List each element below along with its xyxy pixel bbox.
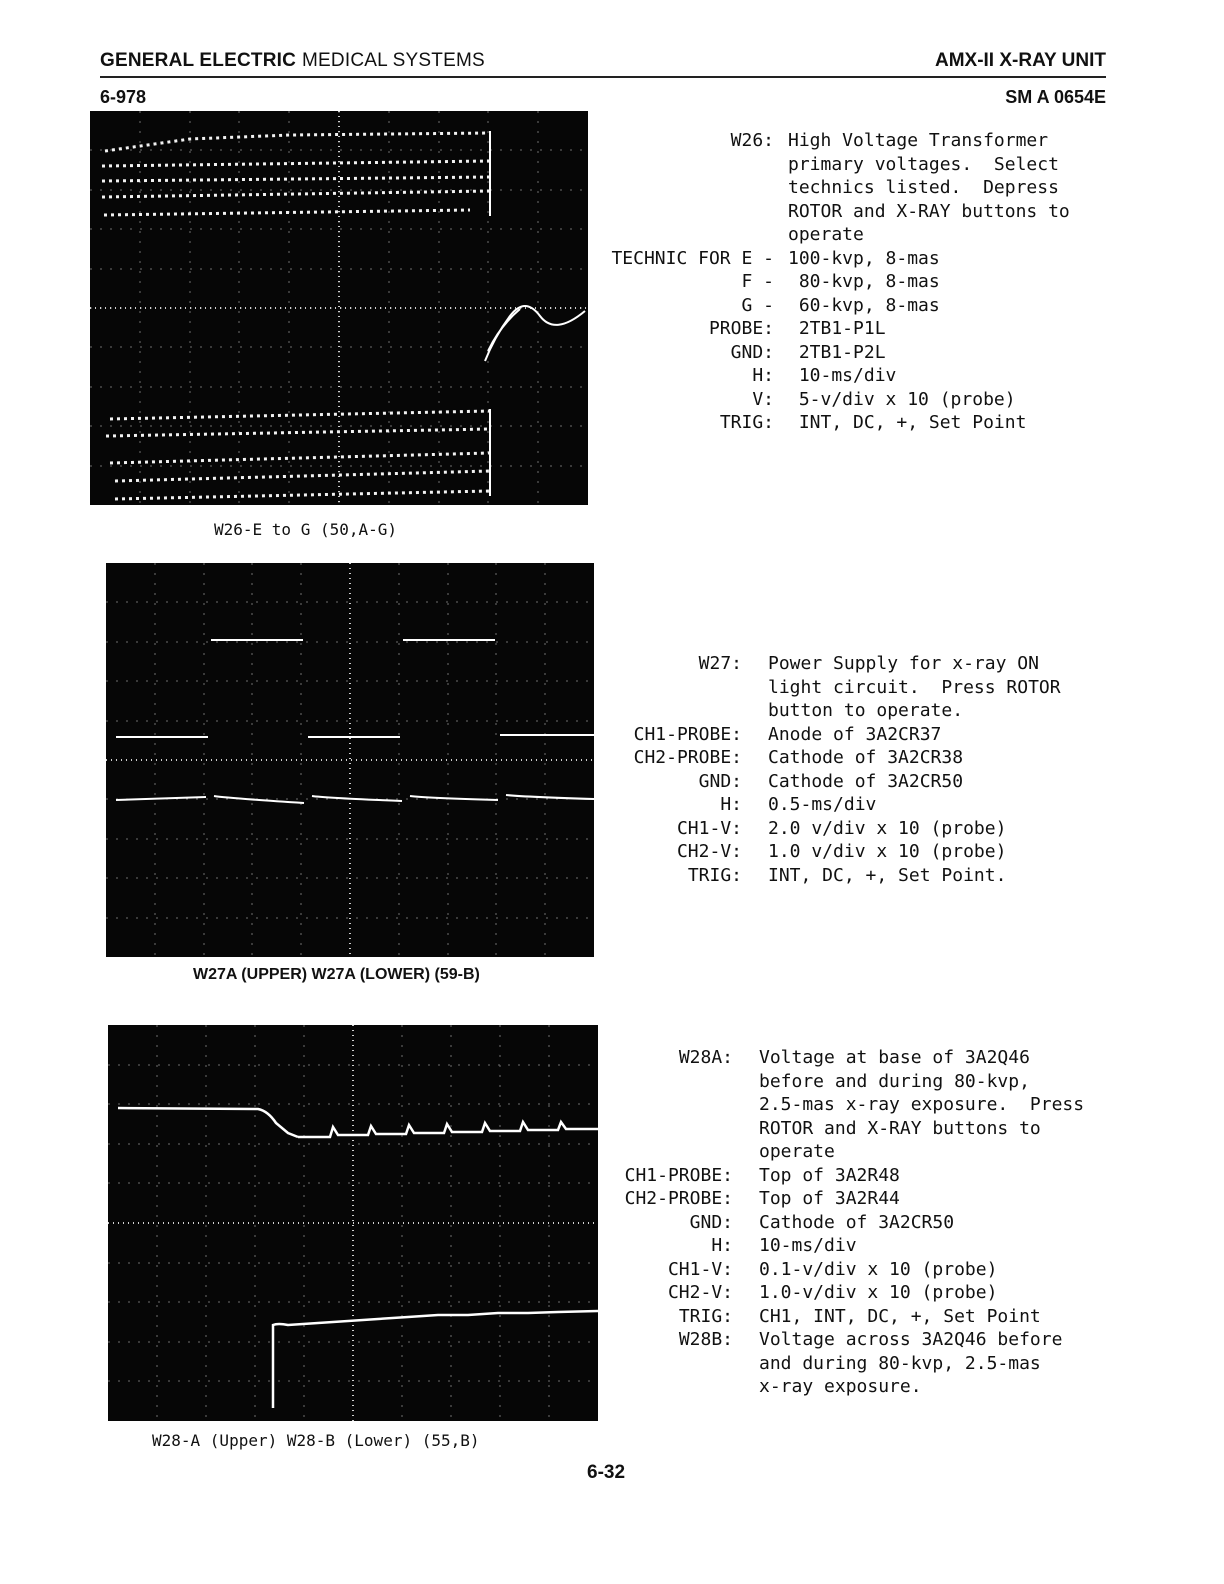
spec-label: TECHNIC FOR E - [611,247,774,269]
spec-label [622,699,742,723]
spec-label: GND: [689,1211,733,1233]
spec-row [622,864,1061,888]
spec-row [613,1328,1084,1352]
spec-label: CH2-PROBE: [633,747,742,768]
spec-value: 2TB1-P2L [788,341,886,363]
spec-label: CH1-PROBE: [624,1164,733,1186]
division: MEDICAL SYSTEMS [302,50,485,71]
spec-value: light circuit. Press ROTOR [768,676,1061,698]
spec-value: operate [788,224,864,245]
spec-row [594,341,1070,365]
spec-label: H: [711,1235,733,1256]
spec-value: INT, DC, +, Set Point [788,412,1027,433]
spec-block-w26 [594,129,1070,435]
spec-row [622,652,1061,676]
spec-value: Cathode of 3A2CR50 [768,770,964,792]
spec-row [594,364,1070,388]
spec-value: CH1, INT, DC, +, Set Point [759,1305,1041,1327]
spec-label: W28A: [678,1047,733,1068]
spec-label [613,1375,733,1399]
spec-value: 1.0-v/div x 10 (probe) [759,1282,998,1303]
spec-value: Top of 3A2R48 [759,1164,900,1186]
spec-label: CH2-V: [676,841,742,862]
spec-label: PROBE: [708,318,774,339]
doc-number: SM A 0654E [1005,87,1106,107]
spec-value: Top of 3A2R44 [759,1188,900,1209]
spec-label [613,1117,733,1141]
spec-label: H: [720,794,742,815]
product-name: AMX-II X-RAY UNIT [934,50,1106,71]
spec-label [613,1140,733,1164]
spec-label: CH1-PROBE: [633,723,742,745]
oscilloscope-photo-w26 [90,111,588,505]
spec-row [622,746,1061,770]
spec-label: H: [752,365,774,386]
spec-value: ROTOR and X-RAY buttons to [788,200,1070,222]
spec-label [613,1070,733,1094]
spec-value: Power Supply for x-ray ON [768,653,1039,674]
oscilloscope-photo-w27 [106,563,594,957]
spec-label: F - [741,271,774,292]
spec-row [594,388,1070,412]
spec-value: 10-ms/div [788,365,897,386]
spec-value: 80-kvp, 8-mas [788,271,940,292]
spec-label: GND: [730,341,774,363]
spec-label: W28B: [678,1329,733,1350]
spec-value: Voltage across 3A2Q46 before [759,1329,1063,1350]
spec-row [613,1140,1084,1164]
spec-label: CH1-V: [667,1258,733,1280]
figure-caption-w26: W26-E to G (50,A-G) [214,520,398,539]
spec-value: button to operate. [768,700,964,721]
doc-date: 6-978 [100,87,147,107]
spec-label [594,153,774,177]
spec-value: Cathode of 3A2CR38 [768,747,964,768]
spec-row [613,1281,1084,1305]
spec-label: GND: [698,770,742,792]
spec-label: TRIG: [719,412,774,433]
spec-row [594,129,1070,153]
page-number: 6-32 [587,1462,626,1483]
spec-row [594,247,1070,271]
spec-label: TRIG: [678,1305,733,1327]
spec-value: High Voltage Transformer [788,130,1049,151]
spec-label [594,176,774,200]
spec-label: G - [741,294,774,316]
spec-row [622,676,1061,700]
header-rule [100,76,1106,78]
spec-label [594,223,774,247]
spec-value: Cathode of 3A2CR50 [759,1211,955,1233]
spec-value: 0.5-ms/div [768,794,877,815]
spec-block-w28 [613,1046,1084,1399]
figure-caption-w28: W28-A (Upper) W28-B (Lower) (55,B) [152,1431,480,1450]
company-name [100,50,485,72]
spec-value: primary voltages. Select [788,153,1059,175]
spec-label [613,1093,733,1117]
spec-row [622,723,1061,747]
spec-row [613,1046,1084,1070]
spec-label: W26: [730,130,774,151]
spec-row [613,1187,1084,1211]
spec-row [594,200,1070,224]
spec-label: TRIG: [687,864,742,886]
spec-row [594,153,1070,177]
oscilloscope-photo-w28 [108,1025,598,1421]
spec-row [613,1070,1084,1094]
company: GENERAL ELECTRIC [100,50,297,71]
spec-value: 2.0 v/div x 10 (probe) [768,817,1007,839]
spec-row [622,699,1061,723]
spec-row [594,294,1070,318]
spec-label: CH2-PROBE: [624,1188,733,1209]
spec-row [613,1093,1084,1117]
spec-block-w27 [622,652,1061,887]
spec-row [622,817,1061,841]
spec-value: 2TB1-P1L [788,318,886,339]
spec-label [613,1352,733,1376]
spec-row [594,176,1070,200]
spec-row [594,411,1070,435]
spec-label: W27: [698,653,742,674]
spec-row [622,840,1061,864]
spec-value: technics listed. Depress [788,177,1059,198]
spec-label: V: [752,388,774,410]
spec-value: Anode of 3A2CR37 [768,723,942,745]
spec-label: CH1-V: [676,817,742,839]
figure-caption-w27: W27A (UPPER) W27A (LOWER) (59-B) [193,966,480,983]
spec-value: 60-kvp, 8-mas [788,294,940,316]
spec-value: and during 80-kvp, 2.5-mas [759,1352,1041,1374]
spec-value: 100-kvp, 8-mas [788,247,940,269]
spec-value: 5-v/div x 10 (probe) [788,388,1016,410]
spec-value: operate [759,1141,835,1162]
spec-row [594,317,1070,341]
spec-label [622,676,742,700]
spec-row [622,793,1061,817]
spec-value: 10-ms/div [759,1235,857,1256]
spec-row [613,1375,1084,1399]
spec-label [594,200,774,224]
spec-row [613,1234,1084,1258]
spec-value: 0.1-v/div x 10 (probe) [759,1258,998,1280]
spec-row [594,223,1070,247]
spec-value: 1.0 v/div x 10 (probe) [768,841,1007,862]
spec-row [594,270,1070,294]
spec-value: 2.5-mas x-ray exposure. Press [759,1094,1085,1115]
spec-row [613,1211,1084,1235]
spec-row [613,1164,1084,1188]
spec-row [613,1305,1084,1329]
spec-row [613,1117,1084,1141]
spec-value: INT, DC, +, Set Point. [768,864,1007,886]
spec-row [613,1352,1084,1376]
spec-row [613,1258,1084,1282]
spec-value: Voltage at base of 3A2Q46 [759,1047,1030,1068]
spec-value: ROTOR and X-RAY buttons to [759,1117,1041,1139]
spec-label: CH2-V: [667,1282,733,1303]
spec-row [622,770,1061,794]
spec-value: x-ray exposure. [759,1376,922,1397]
spec-value: before and during 80-kvp, [759,1070,1030,1092]
